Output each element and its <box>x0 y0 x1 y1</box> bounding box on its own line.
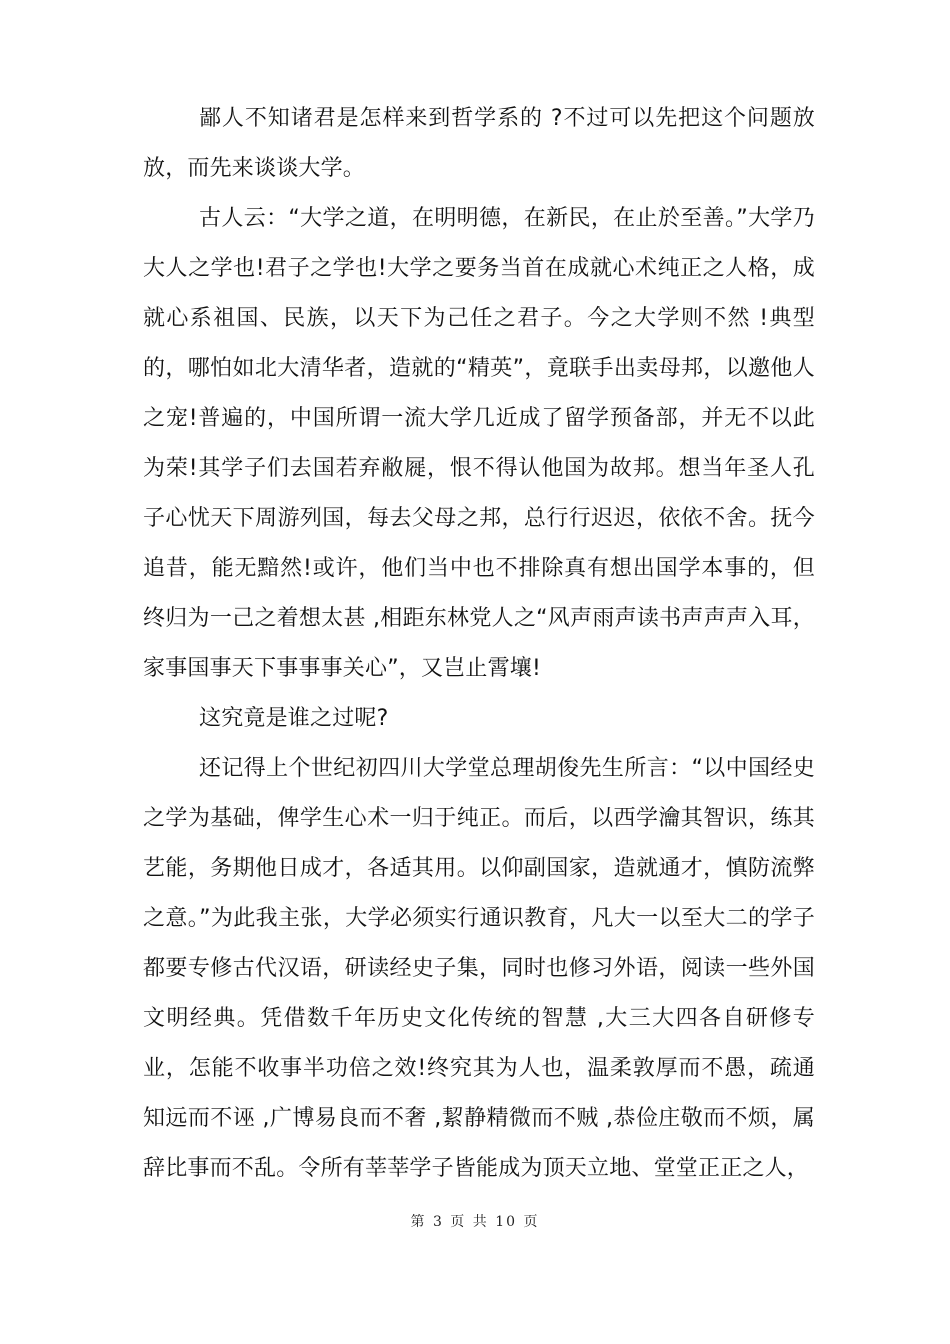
paragraph: 古人云：“大学之道，在明明德，在新民，在止於至善。”大学乃大人之学也!君子之学也!大学之要务当首在成就心术纯正之人格，成就心系祖国、民族，以天下为己任之君子。今之大学则不然 !典型的，哪怕如北大清华者，造就的“精英”，竟联手出卖母邦，以邀他人之宠!普遍的，中国所谓一流大学几近成了留学预备部，并无不以此为荣!其学子们去国若弃敝屣，恨不得认他国为故邦。想当年圣人孔子心忧天下周游列国，每去父母之邦，总行行迟迟，依依不舍。抚今追昔，能无黯然!或许，他们当中也不排除真有想出国学本事的，但终归为一己之着想太甚 ,相距东林党人之“风声雨声读书声声声入耳，家事国事天下事事事关心”，又岂止霄壤! <box>143 206 815 681</box>
document-body <box>143 94 815 1194</box>
paragraph: 这究竟是谁之过呢? <box>199 706 389 731</box>
page-footer: 第 3 页 共 10 页 <box>410 1214 540 1230</box>
paragraph: 鄙人不知诸君是怎样来到哲学系的 ?不过可以先把这个问题放放，而先来谈谈大学。 <box>143 106 815 181</box>
paragraph: 还记得上个世纪初四川大学堂总理胡俊先生所言：“以中国经史之学为基础，俾学生心术一归于纯正。而后，以西学瀹其智识，练其艺能，务期他日成才，各适其用。以仰副国家，造就通才，慎防流弊之意。”为此我主张，大学必须实行通识教育，凡大一以至大二的学子都要专修古代汉语，研读经史子集，同时也修习外语，阅读一些外国文明经典。凭借数千年历史文化传统的智慧 ,大三大四各自研修专业，怎能不收事半功倍之效!终究其为人也，温柔敦厚而不愚，疏通知远而不诬 ,广博易良而不奢 ,絜静精微而不贼 ,恭俭庄敬而不烦，属辞比事而不乱。令所有莘莘学子皆能成为顶天立地、堂堂正正之人， <box>143 756 815 1181</box>
